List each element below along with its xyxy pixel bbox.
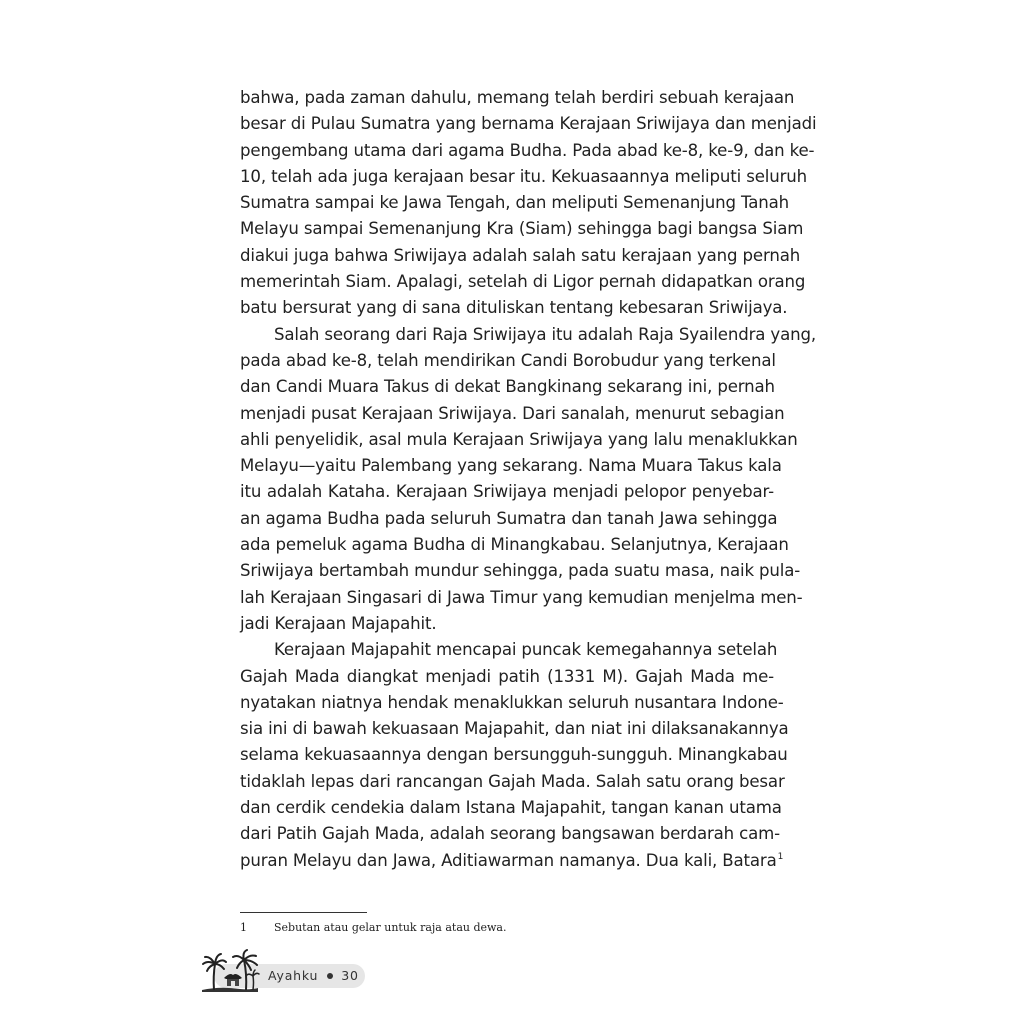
text-line-content: Sumatra sampai ke Jawa Tengah, dan meliputi Semenanjung Tanah — [240, 193, 790, 213]
text-line — [240, 532, 789, 558]
text-line-content: ada pemeluk agama Budha di Minangkabau. Selanjutnya, Kerajaan — [240, 535, 789, 555]
footnote-divider — [240, 912, 367, 913]
text-line — [240, 374, 774, 400]
text-line — [240, 85, 795, 111]
running-footer — [268, 966, 359, 986]
text-line-content: sia ini di bawah kekuasaan Majapahit, dan niat ini dilaksanakannya — [240, 719, 789, 739]
text-line-content: diakui juga bahwa Sriwijaya adalah salah satu kerajaan yang pernah — [240, 245, 801, 265]
text-line-content: dan Candi Muara Takus di dekat Bangkinang sekarang ini, pernah — [240, 377, 775, 397]
text-line-content: an agama Budha pada seluruh Sumatra dan tanah Jawa sehingga — [240, 508, 778, 528]
text-line-content: Melayu sampai Semenanjung Kra (Siam) sehingga bagi bangsa Siam — [240, 219, 804, 239]
text-line-content: memerintah Siam. Apalagi, setelah di Ligor pernah didapatkan orang — [240, 272, 806, 292]
text-line — [240, 611, 774, 637]
text-line-content: ahli penyelidik, asal mula Kerajaan Sriwijaya yang lalu menaklukkan — [240, 429, 798, 449]
text-line-content: Sriwijaya bertambah mundur sehingga, pada suatu masa, naik pula- — [240, 561, 801, 581]
text-line-content: dan cerdik cendekia dalam Istana Majapahit, tangan kanan utama — [240, 798, 782, 818]
text-line — [240, 716, 789, 742]
text-line-content: lah Kerajaan Singasari di Jawa Timur yang kemudian menjelma men- — [240, 587, 803, 607]
text-line — [240, 742, 788, 768]
text-line — [240, 585, 803, 611]
text-line-content: tidaklah lepas dari rancangan Gajah Mada. Salah satu orang besar — [240, 771, 785, 791]
footnote — [240, 921, 507, 934]
text-line — [240, 295, 788, 321]
palm-trees-house-icon — [200, 948, 260, 994]
text-line — [240, 322, 816, 348]
page-number: 30 — [341, 968, 359, 983]
text-line-content: selama kekuasaannya dengan bersungguh-sungguh. Minangkabau — [240, 745, 788, 765]
text-line-content: puran Melayu dan Jawa, Aditiawarman namanya. Dua kali, Batara — [240, 850, 777, 870]
text-line — [240, 348, 774, 374]
text-line-content: Melayu—yaitu Palembang yang sekarang. Nama Muara Takus kala — [240, 456, 782, 476]
text-line-content: batu bersurat yang di sana dituliskan tentang kebesaran Sriwijaya. — [240, 298, 788, 318]
book-title: Ayahku — [268, 968, 319, 983]
text-line-content: itu adalah Kataha. Kerajaan Sriwijaya menjadi pelopor penyebar- — [240, 482, 774, 502]
footnote-text: Sebutan atau gelar untuk raja atau dewa. — [274, 921, 507, 934]
text-line-content: dari Patih Gajah Mada, adalah seorang bangsawan berdarah cam- — [240, 824, 780, 844]
text-line-content: Salah seorang dari Raja Sriwijaya itu adalah Raja Syailendra yang, — [274, 324, 816, 344]
text-line — [240, 506, 778, 532]
separator-dot — [327, 973, 333, 979]
page-footer — [200, 948, 370, 994]
text-line — [240, 795, 782, 821]
text-line — [240, 243, 801, 269]
text-line — [240, 558, 801, 584]
text-line — [240, 138, 815, 164]
text-line — [240, 427, 798, 453]
text-line-content: nyatakan niatnya hendak menaklukkan seluruh nusantara Indone- — [240, 692, 784, 712]
text-line-content: besar di Pulau Sumatra yang bernama Kerajaan Sriwijaya dan menjadi — [240, 114, 817, 134]
text-line-content: bahwa, pada zaman dahulu, memang telah berdiri sebuah kerajaan — [240, 88, 795, 107]
footnote-reference: 1 — [777, 851, 784, 862]
text-line — [240, 821, 780, 847]
footnote-number: 1 — [240, 921, 247, 934]
text-line-content: Gajah Mada diangkat menjadi patih (1331 M). Gajah Mada me- — [240, 666, 774, 686]
text-line — [240, 637, 778, 663]
text-line — [240, 164, 807, 190]
text-line — [240, 664, 774, 690]
body-text — [240, 85, 817, 874]
text-line-content: menjadi pusat Kerajaan Sriwijaya. Dari sanalah, menurut sebagian — [240, 403, 785, 423]
text-line — [240, 453, 782, 479]
text-line-content: jadi Kerajaan Majapahit. — [240, 613, 437, 633]
text-line — [240, 190, 790, 216]
text-line — [240, 848, 784, 874]
text-line — [240, 690, 784, 716]
text-line — [240, 479, 774, 505]
text-line — [240, 269, 806, 295]
text-line — [240, 111, 817, 137]
text-line-content: Kerajaan Majapahit mencapai puncak kemegahannya setelah — [274, 640, 778, 660]
text-line — [240, 769, 785, 795]
text-line — [240, 216, 804, 242]
text-line-content: pengembang utama dari agama Budha. Pada abad ke-8, ke-9, dan ke- — [240, 140, 815, 160]
text-line-content: pada abad ke-8, telah mendirikan Candi Borobudur yang terkenal — [240, 350, 776, 370]
text-line-content: 10, telah ada juga kerajaan besar itu. Kekuasaannya meliputi seluruh — [240, 166, 807, 186]
text-line — [240, 401, 785, 427]
